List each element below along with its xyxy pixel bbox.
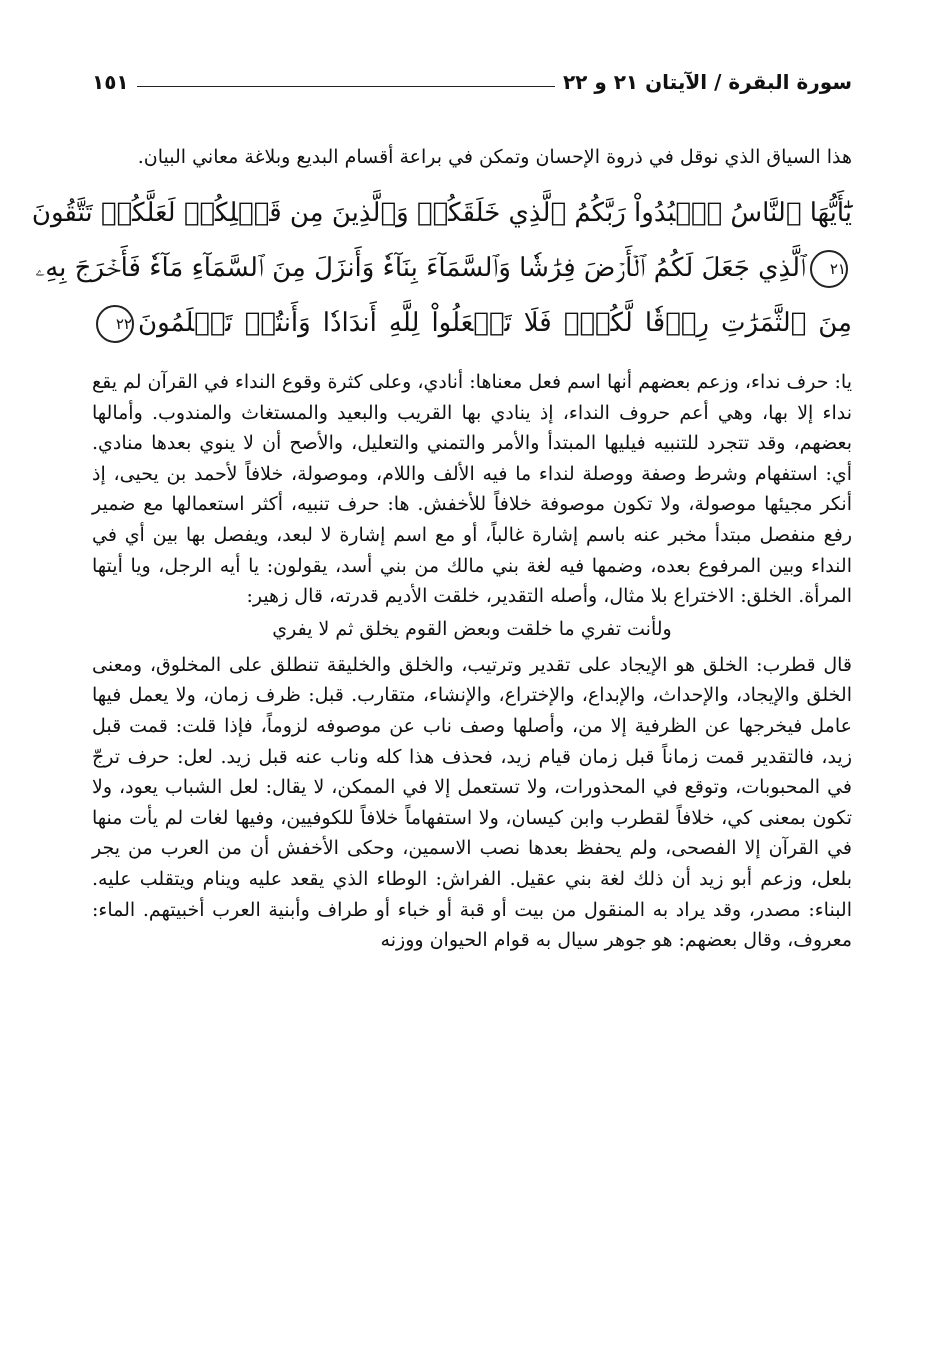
commentary-paragraph-2: قال قطرب: الخلق هو الإيجاد على تقدير وترتيب، والخلق والخليقة تنطلق على المخلوق، ومعنى الخلق والإيجاد، والإحداث، والإبداع، والإختراع، والإنشاء، متقارب. قبل: ظرف زمان، ولا يعمل فيها عامل فيخرجها عن الظرفية إلا من، وأصلها وصف ناب عن موصوفه لزوماً، فإذا قلت: قمت قبل زيد، فالتقدير قمت زماناً قبل زمان قيام زيد، فحذف هذا كله وناب عنه قبل زيد. لعل: حرف ترجّ في المحبوبات، وتوقع في المحذورات، ولا تستعمل إلا في الممكن، لا يقال: لعل الشباب يعود، ولا تكون بمعنى كي، خلافاً لقطرب وابن كيسان، ولا استفهاماً خلافاً للكوفيين، وفيها لغات لم يأت منها في القرآن إلا الفصحى، ولم يحفظ بعدها نصب الاسمين، وحكى الأخفش أن من العرب من يجر بلعل، وزعم أبو زيد أن ذلك لغة بني عقيل. الفراش: الوطاء الذي يقعد عليه وينام ويتقلب عليه. البناء: مصدر، وقد يراد به المنقول من بيت أو قبة أو خباء أو طراف وأبنية العرب أخبيتهم. الماء: معروف، وقال بعضهم: هو جوهر سيال به قوام الحيوان ووزنه [92,653,852,952]
book-page [31,62,852,956]
intro-paragraph: هذا السياق الذي نوقل في ذروة الإحسان وتمكن في براعة أقسام البديع وبلاغة معاني البيان. [137,146,852,168]
commentary-body [92,367,852,956]
verse-number-22-icon: ٢٢ [96,305,134,343]
verse-number-21-icon: ٢١ [810,250,848,288]
poem-verse: ولأنت تفري ما خلقت وبعض القوم يخلق ثم لا يفري [272,617,672,640]
verse-line-2 [35,241,852,296]
quran-verses [31,186,852,351]
page-number: ١٥١ [92,70,129,94]
verse-text-2: ٱلَّذِي جَعَلَ لَكُمُ ٱلۡأَرۡضَ فِرَٰشٗا وَٱلسَّمَآءَ بِنَآءٗ وَأَنزَلَ مِنَ ٱلسَّمَآءِ مَآءٗ فَأَخۡرَجَ بِهِۦ [35,253,806,283]
verse-text-3: مِنَ ٱلثَّمَرَٰتِ رِزۡقٗا لَّكُمۡۖ فَلَا تَجۡعَلُواْ لِلَّهِ أَندَادٗا وَأَنتُمۡ تَعۡلَمُونَ [138,308,852,338]
running-header [92,62,852,102]
commentary-paragraph-1: يا: حرف نداء، وزعم بعضهم أنها اسم فعل معناها: أنادي، وعلى كثرة وقوع النداء في القرآن لم يقع نداء إلا بها، وهي أعم حروف النداء، إذ ينادي بها القريب والبعيد والمستغاث والمندوب. وأمالها بعضهم، وقد تتجرد للتنبيه فيليها المبتدأ والأمر والتمني والتعليل، والأصح أن لا ينوي بعدها منادي. أي: استفهام وشرط وصفة ووصلة لنداء ما فيه الألف واللام، وموصولة، خلافاً لأحمد بن يحيى، إذ أنكر مجيئها موصولة، ولا تكون موصوفة خلافاً للأخفش. ها: حرف تنبيه، أكثر استعمالها مع ضمير رفع منفصل مبتدأ مخبر عنه باسم إشارة غالباً، أو مع اسم إشارة لا لبعد، ويفصل بها بين أي في النداء وبين المرفوع بعده، وضمها فيه لغة بني مالك من بني أسد، يقولون: يا أيه الرجل، ويا أيتها المرأة. الخلق: الاختراع بلا مثال، وأصله التقدير، خلقت الأديم قدرته، قال زهير: [92,371,852,608]
verse-text-1: يَٰٓأَيُّهَا ٱلنَّاسُ ٱعۡبُدُواْ رَبَّكُمُ ٱلَّذِي خَلَقَكُمۡ وَٱلَّذِينَ مِن قَبۡلِكُمۡ لَعَلَّكُمۡ تَتَّقُونَ [31,198,852,228]
verse-line-1 [31,186,852,241]
header-rule [137,86,555,87]
verse-line-3 [92,296,852,351]
header-title: سورة البقرة / الآيتان ٢١ و ٢٢ [562,70,852,94]
